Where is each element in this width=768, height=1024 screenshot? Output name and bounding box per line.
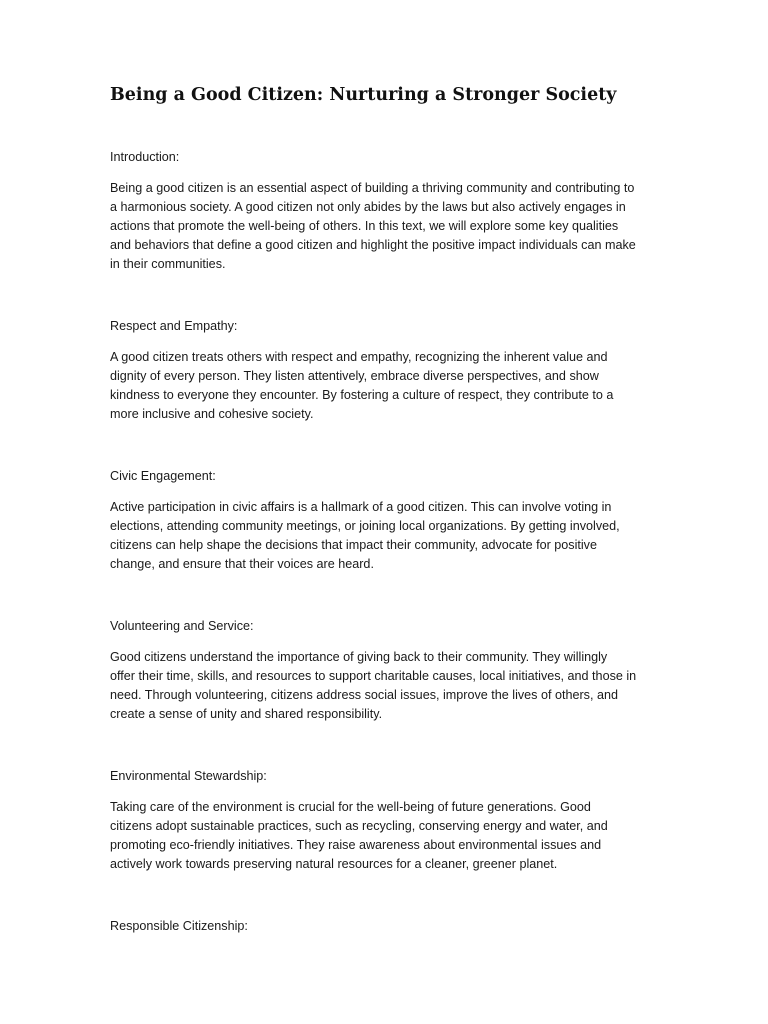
- paragraph-line: Good citizens understand the importance of giving back to their community. They willingly: [110, 650, 608, 664]
- section-heading: Volunteering and Service:: [110, 619, 254, 633]
- paragraph-line: offer their time, skills, and resources to support charitable causes, local initiatives, and those in: [110, 669, 637, 683]
- paragraph-line: in their communities.: [110, 257, 226, 271]
- section-heading: Environmental Stewardship:: [110, 769, 267, 783]
- section-heading: Respect and Empathy:: [110, 319, 238, 333]
- paragraph-line: Taking care of the environment is crucial for the well-being of future generations. Good: [110, 800, 591, 814]
- section-paragraph: [110, 648, 660, 724]
- section-paragraph: [110, 798, 660, 874]
- section-introduction: [110, 148, 660, 274]
- section-paragraph: [110, 498, 660, 574]
- paragraph-line: kindness to everyone they encounter. By fostering a culture of respect, they contribute to a: [110, 388, 614, 402]
- paragraph-line: actively work towards preserving natural resources for a cleaner, greener planet.: [110, 857, 558, 871]
- section-responsible-citizenship: [110, 917, 660, 936]
- paragraph-line: citizens can help shape the decisions that impact their community, advocate for positive: [110, 538, 597, 552]
- paragraph-line: change, and ensure that their voices are heard.: [110, 557, 374, 571]
- paragraph-line: actions that promote the well-being of others. In this text, we will explore some key qualities: [110, 219, 619, 233]
- section-heading: Civic Engagement:: [110, 469, 216, 483]
- paragraph-line: dignity of every person. They listen attentively, embrace diverse perspectives, and show: [110, 369, 599, 383]
- paragraph-line: create a sense of unity and shared responsibility.: [110, 707, 383, 721]
- paragraph-line: promoting eco-friendly initiatives. They raise awareness about environmental issues and: [110, 838, 602, 852]
- section-heading: Responsible Citizenship:: [110, 919, 248, 933]
- paragraph-line: need. Through volunteering, citizens address social issues, improve the lives of others, and: [110, 688, 618, 702]
- section-volunteering-and-service: [110, 617, 660, 724]
- paragraph-line: Active participation in civic affairs is a hallmark of a good citizen. This can involve voting in: [110, 500, 612, 514]
- paragraph-line: and behaviors that define a good citizen and highlight the positive impact individuals can make: [110, 238, 636, 252]
- paragraph-line: Being a good citizen is an essential aspect of building a thriving community and contributing to: [110, 181, 635, 195]
- section-paragraph: [110, 348, 660, 424]
- paragraph-line: citizens adopt sustainable practices, such as recycling, conserving energy and water, and: [110, 819, 608, 833]
- paragraph-line: a harmonious society. A good citizen not only abides by the laws but also actively engages in: [110, 200, 626, 214]
- paragraph-line: A good citizen treats others with respect and empathy, recognizing the inherent value and: [110, 350, 608, 364]
- document-title: Being a Good Citizen: Nurturing a Stronger Society: [110, 85, 617, 105]
- section-respect-and-empathy: [110, 317, 660, 424]
- section-environmental-stewardship: [110, 767, 660, 874]
- paragraph-line: elections, attending community meetings, or joining local organizations. By getting involved,: [110, 519, 620, 533]
- document-content: [110, 82, 660, 948]
- paragraph-line: more inclusive and cohesive society.: [110, 407, 314, 421]
- section-heading: Introduction:: [110, 150, 180, 164]
- section-paragraph: [110, 179, 660, 274]
- section-civic-engagement: [110, 467, 660, 574]
